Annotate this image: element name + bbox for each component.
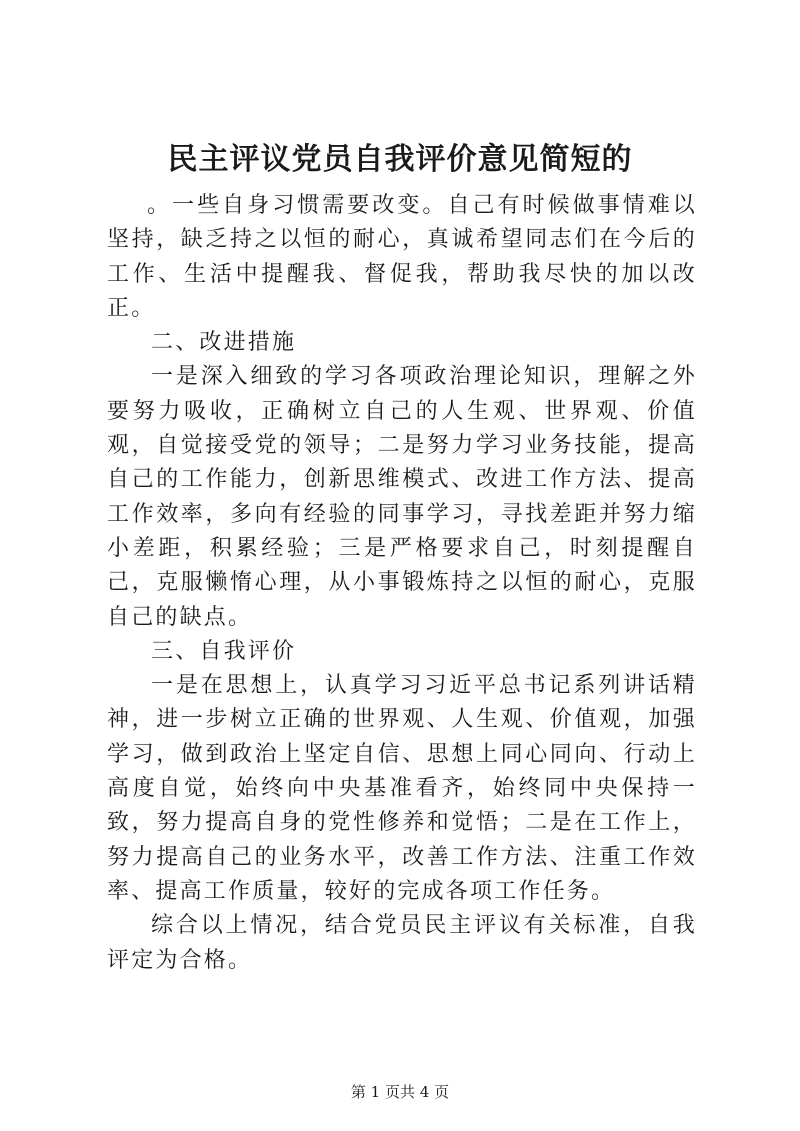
- paragraph-conclusion: 综合以上情况，结合党员民主评议有关标准，自我评定为合格。: [107, 913, 697, 973]
- section-heading-improvement: 二、改进措施: [151, 330, 297, 356]
- paragraph-improvement: 一是深入细致的学习各项政治理论知识，理解之外要努力吸收，正确树立自己的人生观、世界观、价值观，自觉接受党的领导；二是努力学习业务技能，提高自己的工作能力，创新思维模式、改进工作方法、提高工作效率，多向有经验的同事学习，寻找差距并努力缩小差距，积累经验；三是严格要求自己，时刻提醒自己，克服懒惰心理，从小事锻炼持之以恒的耐心，克服自己的缺点。: [107, 364, 697, 630]
- section-heading-self-evaluation: 三、自我评价: [151, 638, 297, 664]
- paragraph-intro: 。一些自身习惯需要改变。自己有时候做事情难以坚持，缺乏持之以恒的耐心，真诚希望同志们在今后的工作、生活中提醒我、督促我，帮助我尽快的加以改正。: [107, 193, 697, 321]
- document-title: 民主评议党员自我评价意见简短的: [167, 142, 633, 177]
- document-body: [107, 189, 697, 978]
- paragraph-self-evaluation: 一是在思想上，认真学习习近平总书记系列讲话精神，进一步树立正确的世界观、人生观、价值观，加强学习，做到政治上坚定自信、思想上同心同向、行动上高度自觉，始终向中央基准看齐，始终同中央保持一致，努力提高自身的党性修养和觉悟；二是在工作上，努力提高自己的业务水平，改善工作方法、注重工作效率、提高工作质量，较好的完成各项工作任务。: [107, 673, 697, 904]
- page-footer: [0, 1082, 800, 1102]
- page-total: 共 4 页: [400, 1083, 450, 1101]
- page-number: 第 1 页: [350, 1083, 400, 1101]
